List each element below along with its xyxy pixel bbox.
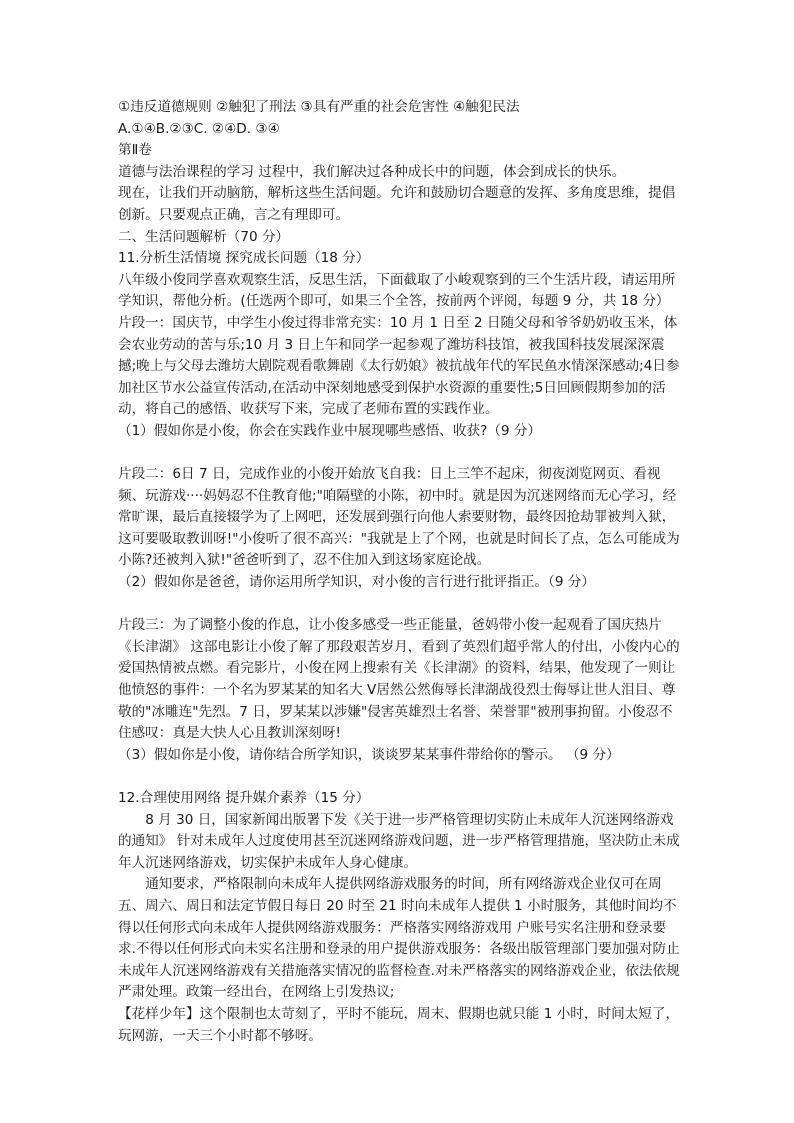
question-12-paragraph-3: 【花样少年】这个限制也太苛刻了，平时不能玩，周末、假期也就只能 1 小时，时间太短了，玩网游，一天三个小时都不够呀。	[118, 1005, 680, 1044]
blank-line	[118, 766, 680, 788]
question-11-intro: 八年级小俊同学喜欢观察生活，反思生活，下面截取了小峻观察到的三个生活片段，请运用所学知识，帮他分析。(任选两个即可，如果三个全答，按前两个评阅，每题 9 分，共 18 分）	[118, 271, 676, 310]
blank-line	[118, 594, 680, 616]
sub-question-1: （1）假如你是小俊，你会在实践作业中展现哪些感悟、收获?（9 分）	[118, 422, 542, 439]
question-11-title: 11.分析生活情境 探究成长问题（18 分）	[118, 250, 370, 267]
clip-one-paragraph: 片段一：国庆节，中学生小俊过得非常充实：10 月 1 日至 2 日随父母和爷爷奶奶收玉米，体会农业劳动的苦与乐;10 月 3 日上午和同学一起参观了潍坊科技馆，被我国科技发展深深震撼;晚上与父母去潍坊大剧院观看歌舞剧《太行奶娘》被抗战年代的军民鱼水情深深感动;4日参加社区节水公益宣传活动,在活动中深刻地感受到保护水资源的重要性;5日回顾假期参加的活动，将自己的感悟、收获写下来，完成了老师布置的实践作业。	[118, 314, 680, 418]
blank-line	[118, 443, 680, 465]
question-12-paragraph-1: 8 月 30 日，国家新闻出版署下发《关于进一步严格管理切实防止未成年人沉迷网络游戏的通知》 针对未成年人过度使用甚至沉迷网络游戏问题，进一步严格管理措施，坚决防止未成年人沉迷网络游戏，切实保护未成年人身心健康。	[118, 811, 680, 871]
sub-question-3: （3）假如你是小俊，请你结合所学知识，谈谈罗某某事件带给你的警示。 （9 分）	[118, 746, 620, 763]
section-heading: 二、生活问题解析（70 分）	[118, 228, 290, 245]
answer-options-choices: A.①④B.②③C. ②④D. ③④	[118, 120, 280, 137]
question-12-paragraph-2: 通知要求，严格限制向未成年人提供网络游戏服务的时间，所有网络游戏企业仅可在周五、周六、周日和法定节假日每日 20 时至 21 时向未成年人提供 1 小时服务，其他时间均不得以任何形式向未成年人提供网络游戏服务：严格落实网络游戏用 户账号实名注册和登录要求.不得以任何形式向未实名注册和登录的用户提供游戏服务：各级出版管理部门要加强对防止未成年人沉迷网络游戏有关措施落实情况的监督检查.对未严格落实的网络游戏企业，依法依规严肃处理。政策一经出台，在网络上引发热议;	[118, 876, 680, 1001]
document-page	[118, 97, 680, 1047]
question-12-title: 12.合理使用网络 提升媒介素养（15 分）	[118, 790, 370, 806]
sub-question-2: （2）假如你是爸爸，请你运用所学知识，对小俊的言行进行批评指正。（9 分）	[118, 574, 596, 591]
clip-two-paragraph: 片段二：6日 7 日，完成作业的小俊开始放飞自我：日上三竿不起床，彻夜浏览网页、看视频、玩游戏····妈妈忍不住教育他;"咱隔壁的小陈，初中时。就是因为沉迷网络而无心学习，经常旷课，最后直接辍学为了上网吧，还发展到强行向他人索要财物，最终因抢劫罪被判入狱，这可要吸取教训呀!"小俊听了很不高兴："我就是上了个网，也就是时间长了点，怎么可能成为小陈?还被判入狱!"爸爸听到了，忍不住加入到这场家庭论战。	[118, 466, 680, 569]
answer-options-statements: ①违反道德规则 ②触犯了刑法 ③具有严重的社会危害性 ④触犯民法	[118, 99, 520, 115]
intro-paragraph-2: 现在，让我们开动脑筋，解析这些生活问题。允许和鼓励切合题意的发挥、多角度思维，提倡创新。只要观点正确，言之有理即可。	[118, 185, 676, 223]
clip-three-paragraph: 片段三：为了调整小俊的作息，让小俊多感受一些正能量，爸妈带小俊一起观看了国庆热片《长津湖》 这部电影让小俊了解了那段艰苦岁月，看到了英烈们超乎常人的付出，小俊内心的爱国热情被点燃。看完影片，小俊在网上搜索有关《长津湖》的资料，结果，他发现了一则让他愤怒的事件：一个名为罗某某的知名大 V居然公然侮辱长津湖战役烈士侮辱让世人泪目、尊敬的"冰雕连"先烈。7 日，罗某某以涉嫌"侵害英雄烈士名誉、荣誉罪"被刑事拘留。小俊忍不住感叹：真是大快人心且教训深刻呀!	[118, 617, 680, 742]
volume-heading: 第Ⅱ卷	[118, 142, 152, 159]
intro-paragraph-1: 道德与法治课程的学习 过程中，我们解决过各种成长中的问题，体会到成长的快乐。	[118, 163, 626, 180]
